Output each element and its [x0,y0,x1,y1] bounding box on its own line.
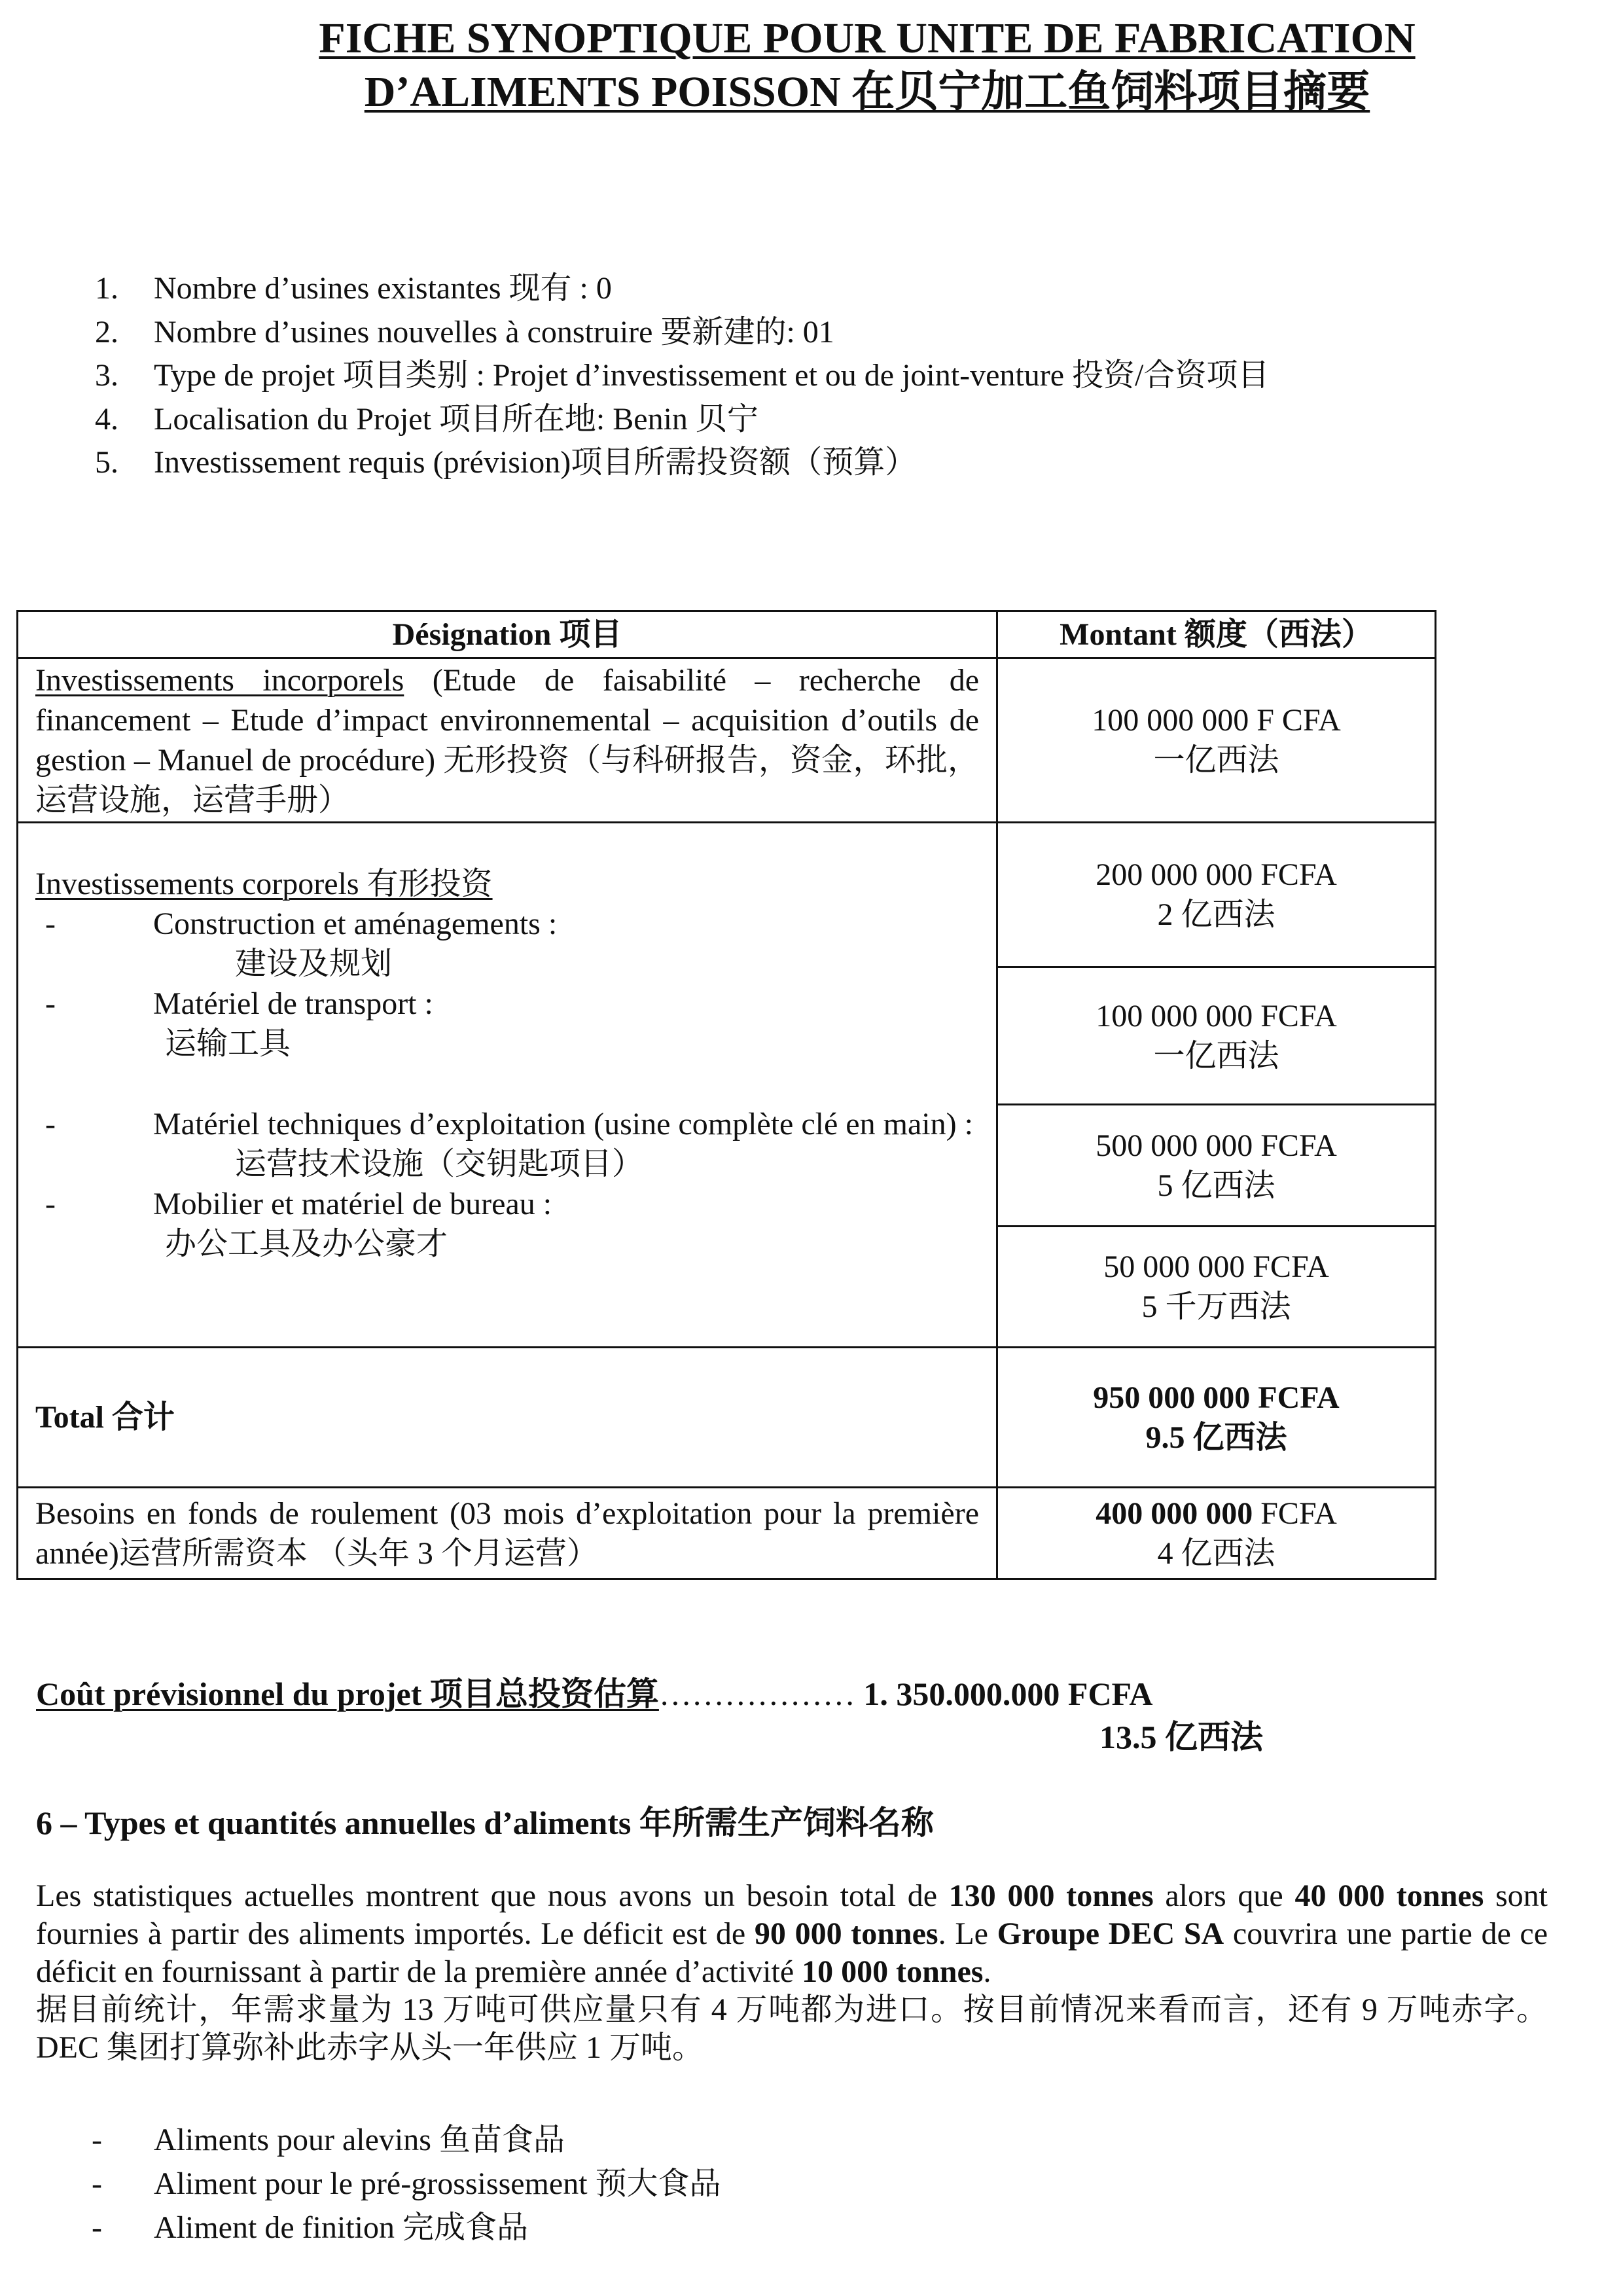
amount-cell [997,658,1436,823]
amount-value-cn: 一亿西法 [1153,743,1279,778]
text-run-bold: Groupe DEC SA [997,1916,1224,1951]
cost-value-cn: 13.5 亿西法 [1099,1719,1263,1755]
amount-cell [997,823,1436,967]
statistics-paragraph [36,1877,1548,2067]
list-item [95,311,1269,355]
amount-value-cn: 5 亿西法 [1157,1168,1275,1203]
list-number: 4. [95,401,118,437]
table-row [18,658,1436,823]
text-run: alors que [1153,1878,1295,1913]
budget-table [16,610,1436,1580]
bullet-dash: - [92,2123,102,2157]
cost-dots: ……………… [658,1676,855,1712]
corporel-item [35,984,979,1024]
item-text-cn: 建设及规划 [235,946,393,981]
amount-value-cn: 4 亿西法 [1157,1535,1275,1571]
total-amount-cn: 9.5 亿西法 [1145,1420,1287,1455]
list-item [95,267,1269,311]
feed-types-list [92,2118,721,2250]
amount-cell [997,1348,1436,1488]
list-text: Nombre d’usines existantes 现有 : 0 [154,271,612,306]
paragraph-fr [36,1877,1548,1991]
title-line-2: D’ALIMENTS POISSON 在贝宁加工鱼饲料项目摘要 [364,68,1370,116]
project-cost [36,1672,1443,1759]
list-item [95,398,1269,442]
cost-value: 1. 350.000.000 FCFA [855,1676,1153,1712]
amount-value-cn: 2 亿西法 [1157,897,1275,932]
header-amount: Montant 额度（西法） [997,611,1436,658]
item-text-cn: 运输工具 [165,1026,291,1061]
amount-cell [997,1488,1436,1579]
fonds-amount-number: 400 000 000 [1096,1496,1253,1531]
section-heading: 6 – Types et quantités annuelles d’aliments 年所需生产饲料名称 [36,1804,934,1841]
amount-value-cn: 5 千万西法 [1141,1289,1291,1324]
list-text: Aliment pour le pré-grossissement 预大食品 [154,2166,721,2201]
item-text: Construction et aménagements : [153,906,558,941]
text-run-bold: 10 000 tonnes [802,1954,984,1989]
table-row-total [18,1348,1436,1488]
list-text: Type de projet 项目类别 : Projet d’investissement et ou de joint-venture 投资/合资项目 [154,358,1270,393]
incorporels-cell [18,658,997,823]
item-text: Mobilier et matériel de bureau : [153,1187,552,1221]
table-row [18,823,1436,967]
list-text: Nombre d’usines nouvelles à construire 要新建的: 01 [154,314,834,350]
text-run-bold: 40 000 tonnes [1294,1878,1484,1913]
list-item [95,441,1269,485]
list-number: 2. [95,314,118,350]
text-run: sont fournies à partir des aliments importés. Le déficit est de [36,1878,1548,1951]
total-amount: 950 000 000 FCFA [1093,1380,1340,1415]
amount-value-cn: 一亿西法 [1153,1038,1279,1073]
bullet-dash: - [45,1107,56,1141]
item-text-cn: 办公工具及办公豪才 [165,1227,448,1261]
list-text: Localisation du Projet 项目所在地: Benin 贝宁 [154,401,758,437]
text-run-bold: 130 000 tonnes [948,1878,1154,1913]
cost-label: Coût prévisionnel du projet 项目总投资估算 [36,1676,659,1712]
amount-value: 50 000 000 FCFA [1103,1249,1329,1284]
list-item [92,2162,721,2206]
item-text: Matériel techniques d’exploitation (usine complète clé en main) : [153,1107,973,1141]
table-header-row [18,611,1436,658]
bullet-dash: - [92,2210,102,2245]
list-item [95,354,1269,398]
table-row [18,1488,1436,1579]
corporels-cell [18,823,997,1348]
list-text: Investissement requis (prévision)项目所需投资额（预算） [154,445,917,480]
incorporels-label: Investissements incorporels [35,663,404,698]
text-run: . [983,1954,991,1989]
bullet-dash: - [92,2166,102,2201]
list-item [92,2206,721,2250]
text-run: . Le [938,1916,997,1951]
amount-cell [997,1105,1436,1227]
list-number: 5. [95,445,118,480]
bullet-dash: - [45,986,56,1021]
list-number: 3. [95,358,118,393]
bullet-dash: - [45,906,56,941]
list-number: 1. [95,271,118,306]
page-title [0,12,1623,119]
fonds-text: Besoins en fonds de roulement (03 mois d’exploitation pour la première année)运营所需资本 （头年 3 个月运营） [18,1488,997,1579]
incorporels-text: (Etude de faisabilité – recherche de financement – Etude d’impact environnemental – acquisition d’outils de gestion – Manuel de procédure) 无形投资（与科研报告，资金，环批，运营设施，运营手册） [35,663,979,817]
item-text-cn: 运营技术设施（交钥匙项目） [235,1147,644,1181]
item-text: Matériel de transport : [153,986,433,1021]
bullet-dash: - [45,1187,56,1221]
total-label: Total 合计 [18,1348,997,1488]
text-run-bold: 90 000 tonnes [754,1916,938,1951]
title-line-1: FICHE SYNOPTIQUE POUR UNITE DE FABRICATION [319,14,1416,62]
amount-cell [997,967,1436,1105]
amount-value: 500 000 000 FCFA [1096,1128,1337,1163]
list-item [92,2118,721,2162]
text-run: Les statistiques actuelles montrent que nous avons un besoin total de [36,1878,949,1913]
amount-value: 200 000 000 FCFA [1096,857,1337,892]
list-text: Aliments pour alevins 鱼苗食品 [154,2123,565,2157]
amount-value: 100 000 000 F CFA [1092,703,1341,738]
amount-cell [997,1227,1436,1348]
corporels-label: Investissements corporels 有形投资 [35,867,493,901]
corporel-item [35,1104,979,1144]
amount-value: 100 000 000 FCFA [1096,998,1337,1033]
list-text: Aliment de finition 完成食品 [154,2210,528,2245]
corporel-item [35,904,979,944]
corporel-item [35,1184,979,1224]
text-run: couvrira une partie de ce déficit en fournissant à partir de la première année d’activité [36,1916,1548,1989]
summary-list [95,267,1269,485]
fonds-amount-unit: FCFA [1253,1496,1337,1531]
header-designation: Désignation 项目 [18,611,997,658]
paragraph-cn: 据目前统计，年需求量为 13 万吨可供应量只有 4 万吨都为进口。按目前情况来看而言，还有 9 万吨赤字。DEC 集团打算弥补此赤字从头一年供应 1 万吨。 [36,1992,1548,2065]
